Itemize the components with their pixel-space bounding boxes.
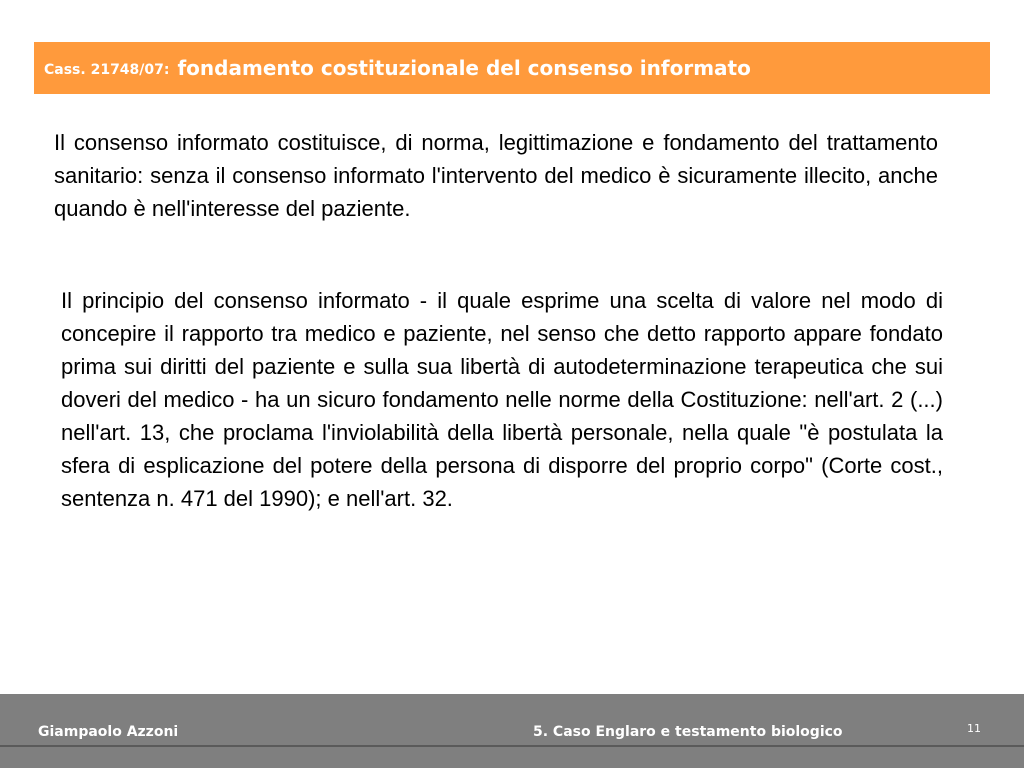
footer-author: Giampaolo Azzoni [38,724,179,740]
slide-footer [0,694,1024,768]
title-prefix: Cass. 21748/07: [44,62,170,78]
paragraph-constitutional-basis: Il principio del consenso informato - il quale esprime una scelta di valore nel modo di concepire il rapporto tra medico e paziente, nel senso che detto rapporto appare fondato prima sui diritti del paziente e sulla sua libertà di autodeterminazione terapeutica che sui doveri del medico - ha un sicuro fondamento nelle norme della Costituzione: nell'art. 2 (...) nell'art. 13, che proclama l'inviolabilità della libertà personale, nella quale "è postulata la sfera di esplicazione del potere della persona di disporre del proprio corpo" (Corte cost., sentenza n. 471 del 1990); e nell'art. 32. [61,288,943,511]
paragraph-consent-legitimation: Il consenso informato costituisce, di norma, legittimazione e fondamento del trattamento sanitario: senza il consenso informato l'intervento del medico è sicuramente illecito, anche quando è nell'interesse del paziente. [54,130,938,221]
footer-section-title: 5. Caso Englaro e testamento biologico [533,724,843,740]
page-number: 11 [967,722,981,735]
slide-title-bar [34,42,990,94]
slide-title: fondamento costituzionale del consenso informato [177,56,751,80]
footer-divider [0,745,1024,747]
